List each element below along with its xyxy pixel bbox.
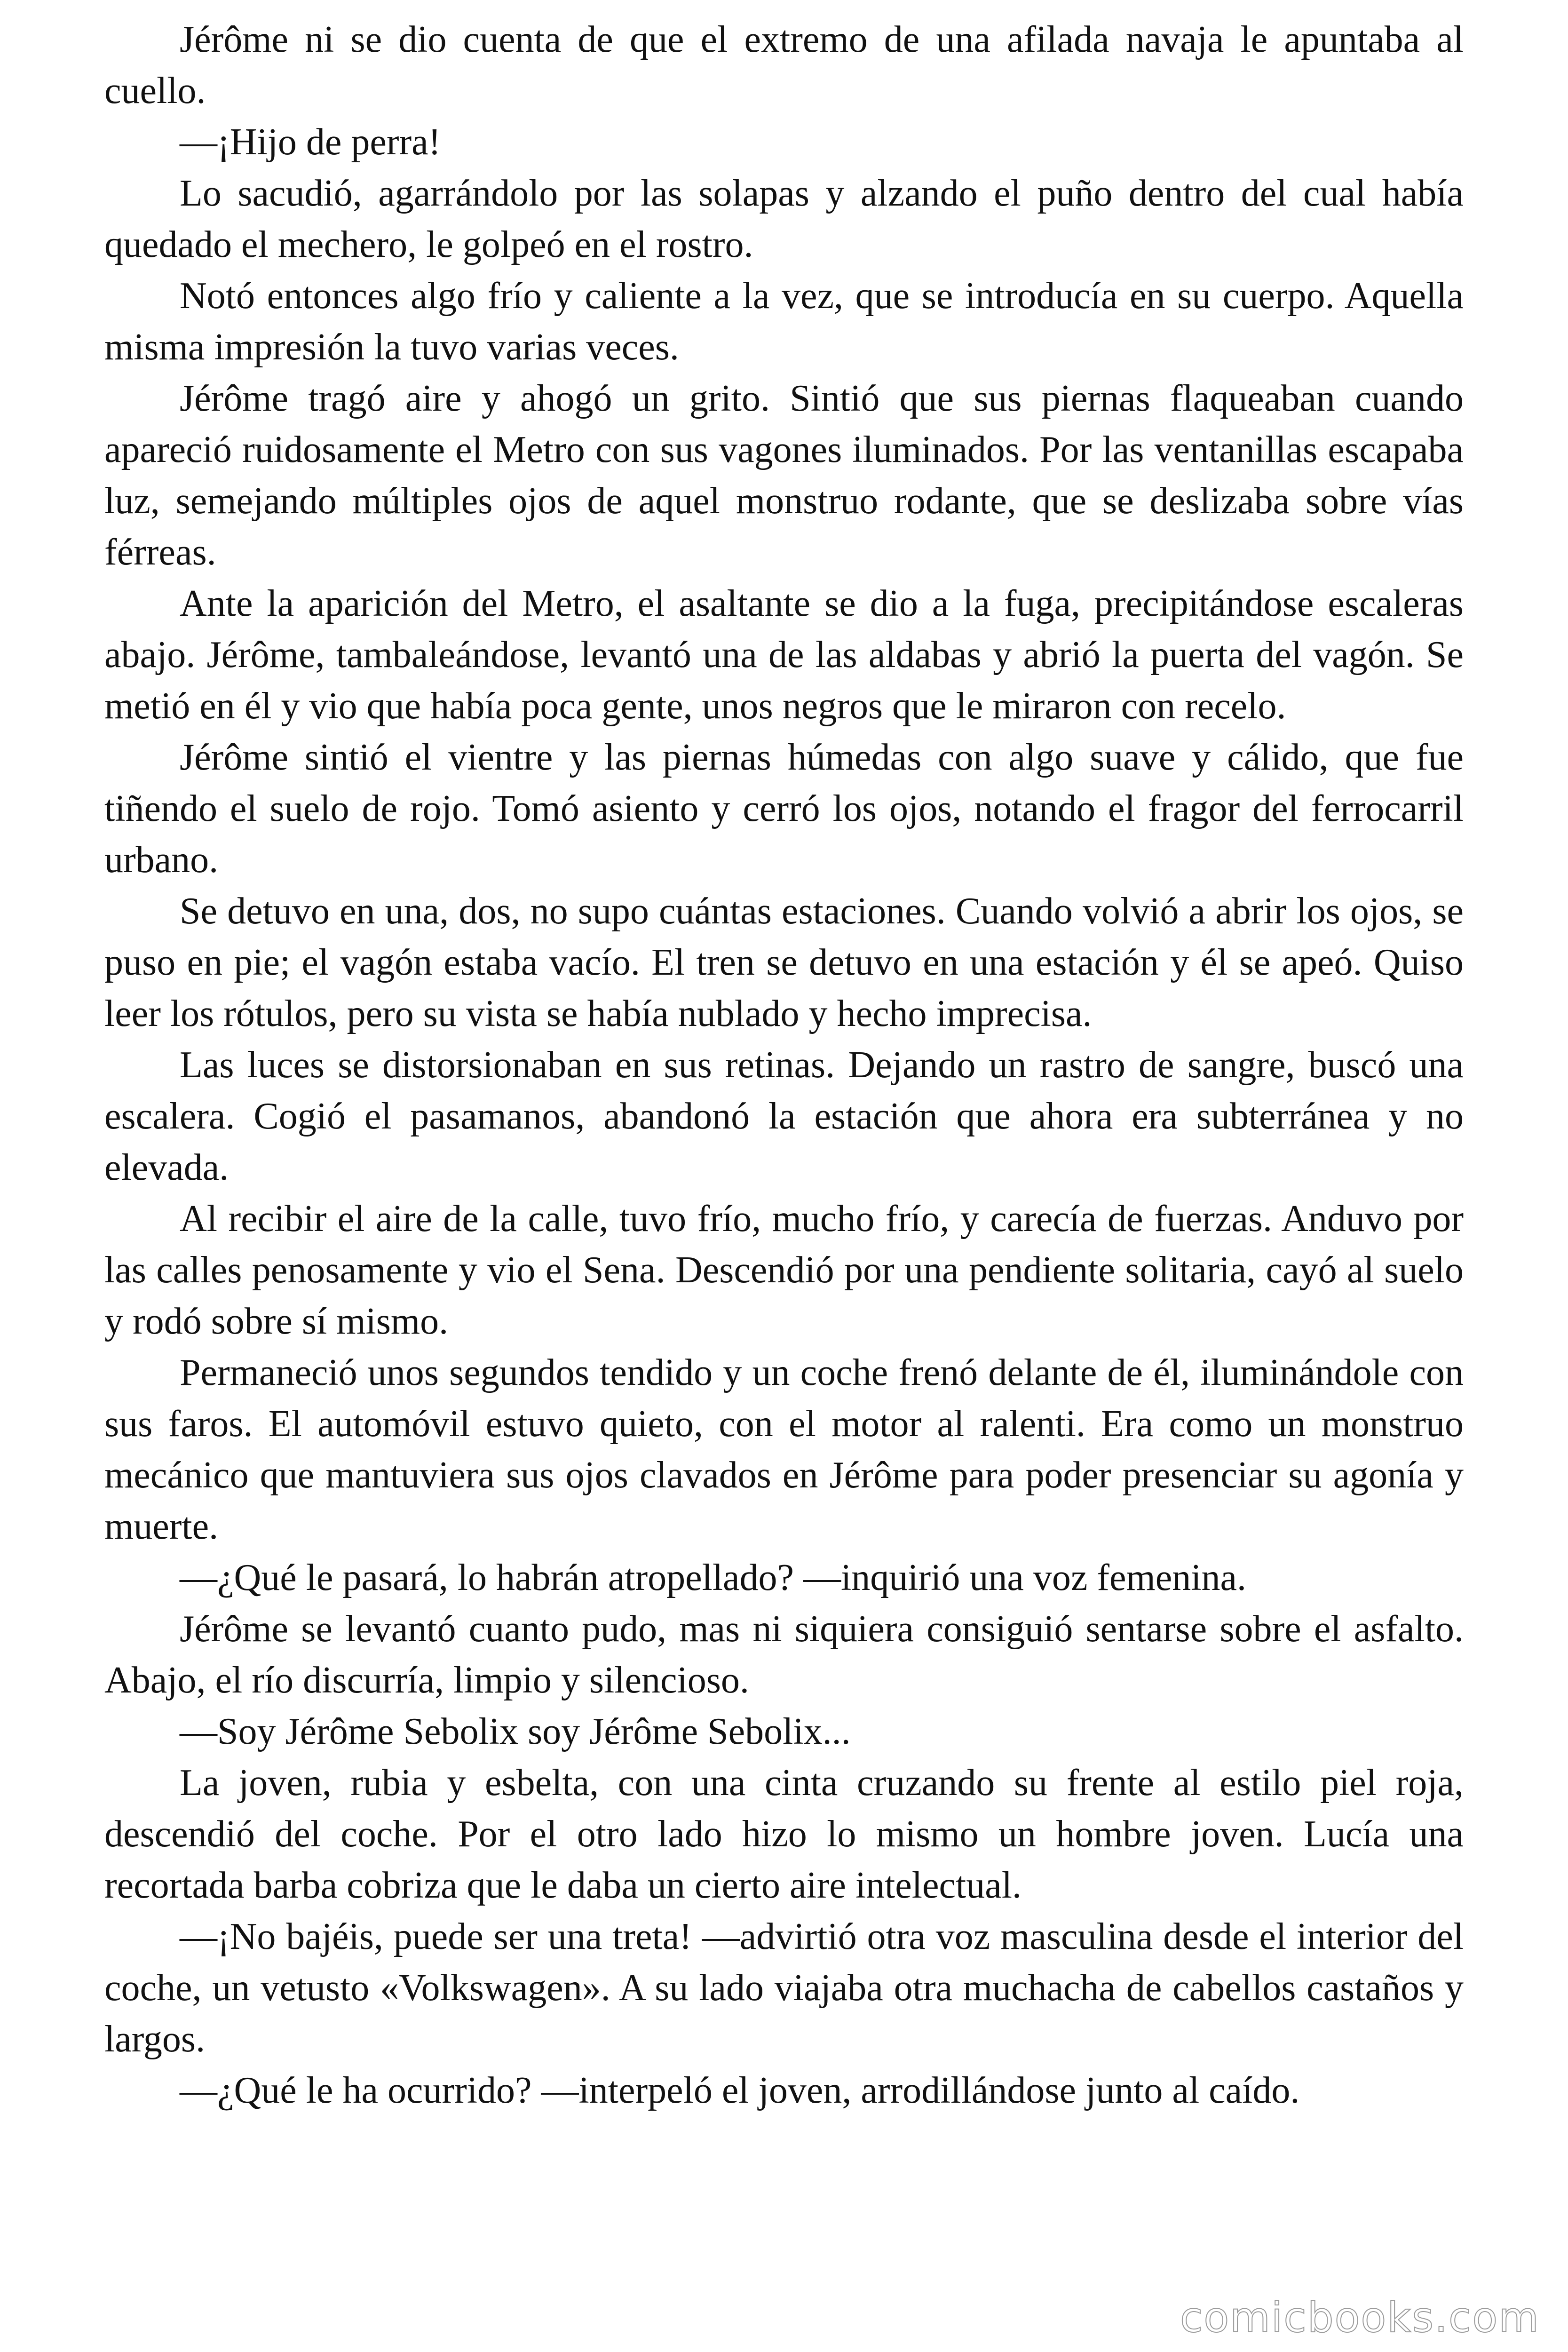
paragraph: —Soy Jérôme Sebolix soy Jérôme Sebolix... <box>180 1711 851 1752</box>
paragraph: —¿Qué le ha ocurrido? —interpeló el joven, arrodillándose junto al caído. <box>180 2070 1300 2111</box>
paragraph: Permaneció unos segundos tendido y un coche frenó delante de él, iluminándole con sus faros. El automóvil estuvo quieto, con el motor al ralenti. Era como un monstruo mecánico que mantuviera sus ojos clavados en Jérôme para poder presenciar su agonía y muerte. <box>104 1352 1464 1547</box>
paragraph: Jérôme tragó aire y ahogó un grito. Sintió que sus piernas flaqueaban cuando apareció ruidosamente el Metro con sus vagones iluminados. Por las ventanillas escapaba luz, semejando múltiples ojos de aquel monstruo rodante, que se deslizaba sobre vías férreas. <box>104 378 1464 573</box>
paragraph: La joven, rubia y esbelta, con una cinta cruzando su frente al estilo piel roja, descendió del coche. Por el otro lado hizo lo mismo un hombre joven. Lucía una recortada barba cobriza que le daba un cierto aire intelectual. <box>104 1762 1464 1906</box>
paragraph: Lo sacudió, agarrándolo por las solapas y alzando el puño dentro del cual había quedado el mechero, le golpeó en el rostro. <box>104 173 1464 265</box>
paragraph: Jérôme se levantó cuanto pudo, mas ni siquiera consiguió sentarse sobre el asfalto. Abajo, el río discurría, limpio y silencioso. <box>104 1608 1464 1701</box>
paragraph: —¡No bajéis, puede ser una treta! —advirtió otra voz masculina desde el interior del coche, un vetusto «Volkswagen». A su lado viajaba otra muchacha de cabellos castaños y largos. <box>104 1916 1464 2060</box>
watermark: comicbooks.com <box>1180 2293 1540 2342</box>
paragraph: Notó entonces algo frío y caliente a la vez, que se introducía en su cuerpo. Aquella misma impresión la tuvo varias veces. <box>104 275 1464 368</box>
paragraph: Jérôme sintió el vientre y las piernas húmedas con algo suave y cálido, que fue tiñendo el suelo de rojo. Tomó asiento y cerró los ojos, notando el fragor del ferrocarril urbano. <box>104 737 1464 881</box>
paragraph: Al recibir el aire de la calle, tuvo frío, mucho frío, y carecía de fuerzas. Anduvo por las calles penosamente y vio el Sena. Descendió por una pendiente solitaria, cayó al suelo y rodó sobre sí mismo. <box>104 1198 1464 1342</box>
page-body <box>104 14 1464 2116</box>
paragraph: —¿Qué le pasará, lo habrán atropellado? —inquirió una voz femenina. <box>180 1557 1247 1598</box>
paragraph: Jérôme ni se dio cuenta de que el extremo de una afilada navaja le apuntaba al cuello. <box>104 19 1464 111</box>
paragraph: Se detuvo en una, dos, no supo cuántas estaciones. Cuando volvió a abrir los ojos, se puso en pie; el vagón estaba vacío. El tren se detuvo en una estación y él se apeó. Quiso leer los rótulos, pero su vista se había nublado y hecho imprecisa. <box>104 890 1464 1034</box>
paragraph: —¡Hijo de perra! <box>180 121 441 163</box>
paragraph: Las luces se distorsionaban en sus retinas. Dejando un rastro de sangre, buscó una escalera. Cogió el pasamanos, abandonó la estación que ahora era subterránea y no elevada. <box>104 1044 1464 1188</box>
paragraph: Ante la aparición del Metro, el asaltante se dio a la fuga, precipitándose escaleras abajo. Jérôme, tambaleándose, levantó una de las aldabas y abrió la puerta del vagón. Se metió en él y vio que había poca gente, unos negros que le miraron con recelo. <box>104 583 1464 727</box>
